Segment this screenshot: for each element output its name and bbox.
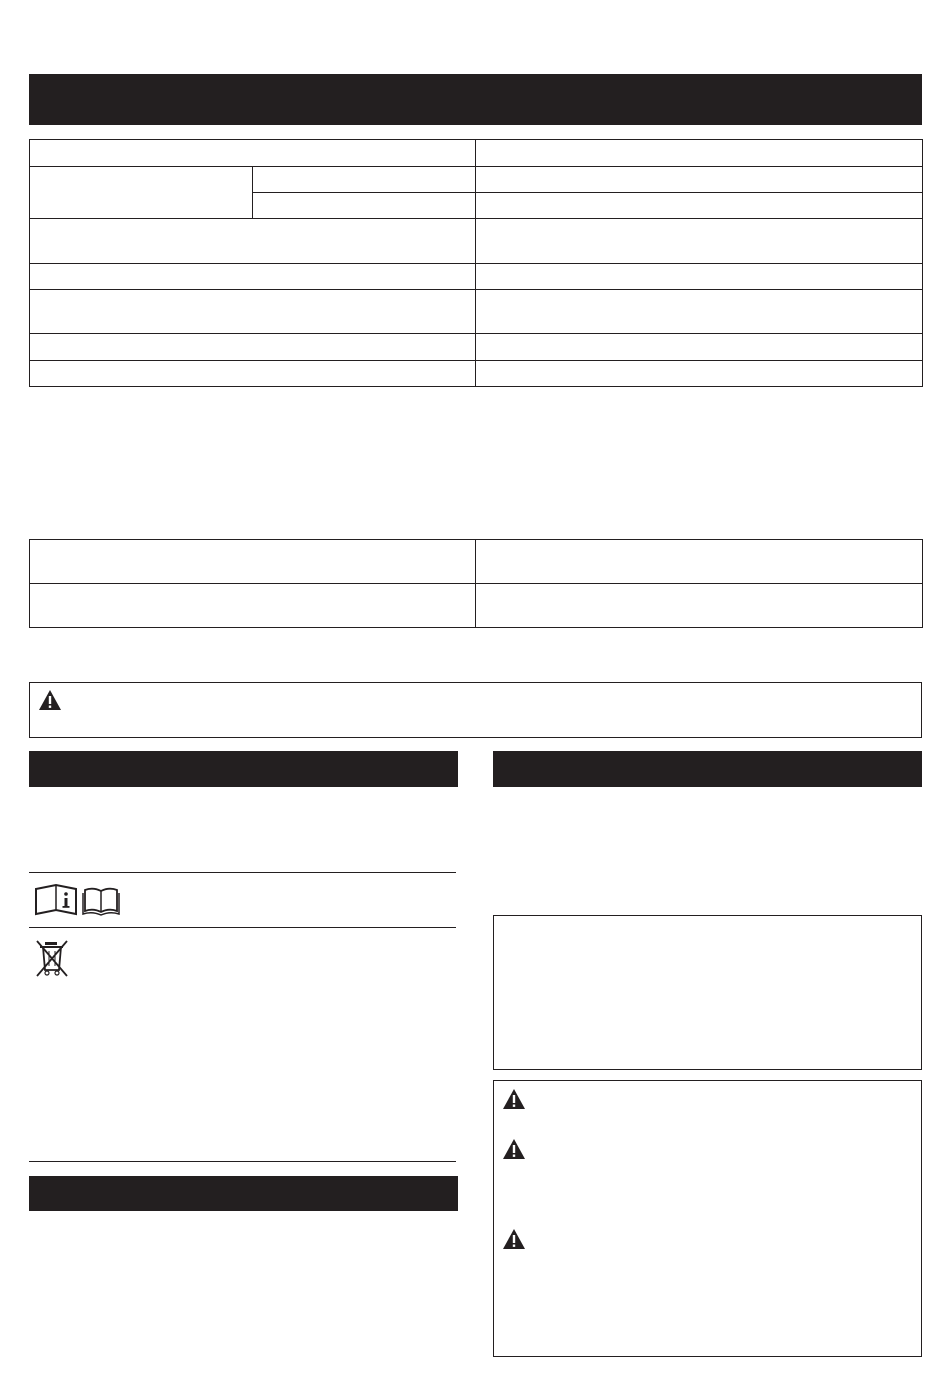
intended-use-header-bar: [29, 1176, 458, 1211]
noise-value: [476, 540, 923, 584]
noise-label: [30, 584, 476, 628]
spec-value: [476, 140, 923, 167]
spec-value: [476, 264, 923, 290]
spec-label: [30, 219, 476, 264]
spec-value: [476, 219, 923, 264]
read-manual-icon: [34, 883, 78, 917]
table-row: [30, 361, 923, 387]
divider: [29, 927, 456, 928]
table-row: [30, 584, 923, 628]
divider: [29, 1161, 456, 1162]
table-row: [30, 264, 923, 290]
spec-label: [30, 361, 476, 387]
symbols-intro: [29, 800, 458, 864]
table-row: [30, 140, 923, 167]
table-row: [30, 167, 923, 193]
spec-value: [476, 361, 923, 387]
warning-triangle-icon: [502, 1088, 526, 1110]
symbols-header-bar: [29, 751, 458, 787]
warning-triangle-icon: [502, 1228, 526, 1250]
info-box: [493, 915, 922, 1070]
specifications-table: [29, 139, 922, 387]
spec-notes: [29, 400, 922, 520]
intended-use-text: [29, 1224, 458, 1364]
spec-label: [30, 140, 476, 167]
book-icon: [82, 885, 120, 917]
spec-value: [476, 290, 923, 334]
spec-label: [30, 264, 476, 290]
spec-label: [30, 334, 476, 361]
recycle-text: [80, 940, 456, 1150]
noise-table: [29, 539, 922, 628]
noise-value: [476, 584, 923, 628]
spec-value: [476, 334, 923, 361]
table-row: [30, 540, 923, 584]
warnings-box: [493, 1080, 922, 1357]
warning-triangle-icon: [502, 1138, 526, 1160]
section-header-bar: [29, 74, 922, 125]
spec-value: [476, 193, 923, 219]
spec-label: [30, 167, 253, 219]
spec-sub-label: [253, 167, 476, 193]
divider: [29, 872, 456, 873]
warning-banner: [29, 682, 922, 738]
power-supply-intro: [493, 800, 922, 900]
spec-value: [476, 167, 923, 193]
warning-triangle-icon: [38, 689, 62, 711]
table-row: [30, 334, 923, 361]
table-row: [30, 219, 923, 264]
spec-sub-label: [253, 193, 476, 219]
table-row: [30, 290, 923, 334]
noise-label: [30, 540, 476, 584]
spec-label: [30, 290, 476, 334]
crossed-bin-icon: [34, 938, 70, 978]
power-supply-header-bar: [493, 751, 922, 787]
